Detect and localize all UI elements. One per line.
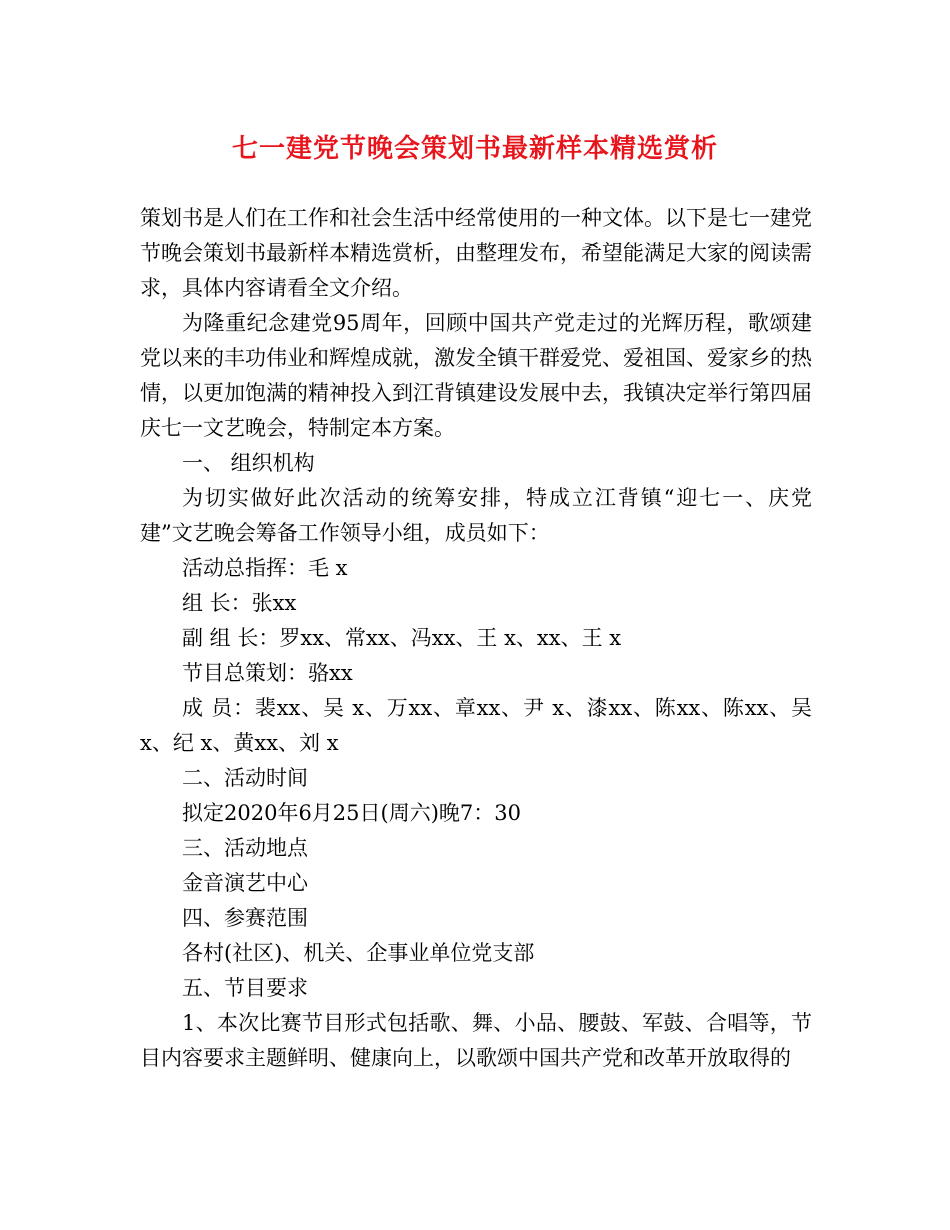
organization-paragraph: 为切实做好此次活动的统筹安排，特成立江背镇“迎七一、庆党建”文艺晚会筹备工作领导小组，成员如下：: [140, 486, 812, 545]
planner-line: 节目总策划：骆xx: [182, 661, 353, 685]
deputy-leader-line: 副 组 长：罗xx、常xx、冯xx、王 x、xx、王 x: [182, 626, 622, 650]
section-heading-scope: 四、参赛范围: [182, 906, 308, 930]
requirement-1: 1、本次比赛节目形式包括歌、舞、小品、腰鼓、军鼓、合唱等，节目内容要求主题鲜明、健康向上，以歌颂中国共产党和改革开放取得的: [140, 1011, 812, 1070]
commander-line: 活动总指挥：毛 x: [182, 556, 348, 580]
section-heading-organization: 一、 组织机构: [182, 451, 315, 475]
intro-paragraph: 策划书是人们在工作和社会生活中经常使用的一种文体。以下是七一建党节晚会策划书最新样本精选赏析，由整理发布，希望能满足大家的阅读需求，具体内容请看全文介绍。: [140, 206, 812, 300]
section-heading-time: 二、活动时间: [182, 766, 308, 790]
members-line: 成 员：裴xx、吴 x、万xx、章xx、尹 x、漆xx、陈xx、陈xx、吴 x、纪 x、黄xx、刘 x: [140, 696, 812, 755]
event-venue: 金音演艺中心: [182, 871, 308, 895]
section-heading-requirements: 五、节目要求: [182, 976, 308, 1000]
event-time: 拟定2020年6月25日(周六)晚7：30: [182, 801, 521, 825]
section-heading-venue: 三、活动地点: [182, 836, 308, 860]
leader-line: 组 长：张xx: [182, 591, 297, 615]
document-body: [140, 201, 812, 1076]
document-title: 七一建党节晚会策划书最新样本精选赏析: [231, 134, 718, 164]
purpose-paragraph: 为隆重纪念建党95周年，回顾中国共产党走过的光辉历程，歌颂建党以来的丰功伟业和辉煌成就，激发全镇干群爱党、爱祖国、爱家乡的热情，以更加饱满的精神投入到江背镇建设发展中去，我镇决定举行第四届庆七一文艺晚会，特制定本方案。: [140, 311, 812, 440]
event-scope: 各村(社区)、机关、企事业单位党支部: [182, 941, 535, 965]
